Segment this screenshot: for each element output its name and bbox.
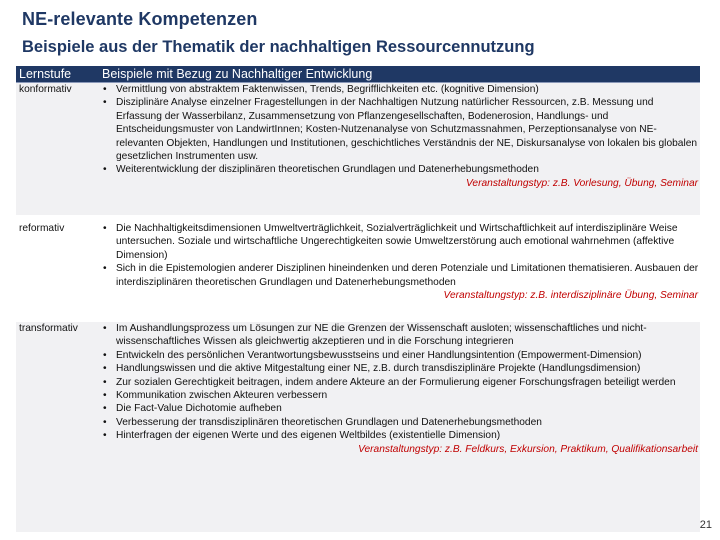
table-header bbox=[16, 66, 700, 83]
list-item: • Sich in die Epistemologien anderer Disziplinen hineindenken und deren Potenziale und Limitationen thematisieren. Ausbauen der interdisziplinären theoretischen Grundlagen und Datenerhebungsmethoden bbox=[100, 262, 700, 289]
list-item: • Disziplinäre Analyse einzelner Fragestellungen in der Nachhaltigen Nutzung natürlicher Ressourcen, z.B. Messung und Erfassung der Wasserbilanz, Zusammensetzung von Pflanzengesellschaften, Bodenerosion, Handlungs- und Entscheidungsmuster von LandwirtInnen; Kosten-Nutzenanalyse von Schutzmassnahmen, Perzeptionsanalyse von NE-relevanten Objekten, Handlungen und Institutionen, geschichtliches Verständnis der NE, Diskursanalyse von lokalen bis globalen gesetzlichen Instrumenten usw. bbox=[100, 96, 700, 163]
row-level: reformativ bbox=[19, 223, 65, 234]
list-item: • Hinterfragen der eigenen Werte und des eigenen Weltbildes (existentielle Dimension) bbox=[100, 429, 700, 442]
page-subtitle: Beispiele aus der Thematik der nachhaltigen Ressourcennutzung bbox=[22, 38, 535, 56]
table-row-transformativ bbox=[16, 322, 700, 532]
list-item: • Die Nachhaltigkeitsdimensionen Umweltverträglichkeit, Sozialverträglichkeit und Wirtschaftlichkeit auf interdisziplinäre Weise untersuchen. Soziale und wirtschaftliche Ungerechtigkeiten sowie Umweltzerstörung auch emotional wahrnehmen (affektive Dimension) bbox=[100, 222, 700, 262]
list-item: • Entwickeln des persönlichen Verantwortungsbewusstseins und einer Handlungsintention (Empowerment-Dimension) bbox=[100, 349, 700, 362]
course-type: Veranstaltungstyp: z.B. Feldkurs, Exkursion, Praktikum, Qualifikationsarbeit bbox=[358, 443, 698, 455]
list-item: • Kommunikation zwischen Akteuren verbessern bbox=[100, 389, 700, 402]
list-item: • Weiterentwicklung der disziplinären theoretischen Grundlagen und Datenerhebungsmethoden bbox=[100, 163, 700, 176]
page-number: 21 bbox=[699, 519, 712, 531]
page-title: NE-relevante Kompetenzen bbox=[22, 9, 258, 29]
column-header-level: Lernstufe bbox=[19, 67, 72, 81]
list-item: • Vermittlung von abstraktem Faktenwissen, Trends, Begrifflichkeiten etc. (kognitive Dimension) bbox=[100, 83, 700, 96]
list-item: • Die Fact-Value Dichotomie aufheben bbox=[100, 402, 700, 415]
row-level: konformativ bbox=[19, 84, 72, 95]
row-content bbox=[100, 83, 700, 215]
row-level: transformativ bbox=[19, 323, 78, 334]
competence-table bbox=[16, 66, 700, 455]
table-row-reformativ bbox=[16, 222, 700, 318]
row-content bbox=[100, 322, 700, 532]
table-row-konformativ bbox=[16, 83, 700, 215]
list-item: • Verbesserung der transdisziplinären theoretischen Grundlagen und Datenerhebungsmethoden bbox=[100, 416, 700, 429]
course-type: Veranstaltungstyp: z.B. Vorlesung, Übung, Seminar bbox=[466, 177, 698, 189]
list-item: • Handlungswissen und die aktive Mitgestaltung einer NE, z.B. durch transdisziplinäre Projekte (Handlungsdimension) bbox=[100, 362, 700, 375]
course-type: Veranstaltungstyp: z.B. interdisziplinäre Übung, Seminar bbox=[443, 290, 698, 302]
row-content bbox=[100, 222, 700, 318]
column-header-examples: Beispiele mit Bezug zu Nachhaltiger Entwicklung bbox=[102, 67, 373, 81]
list-item: • Im Aushandlungsprozess um Lösungen zur NE die Grenzen der Wissenschaft ausloten; wissenschaftliches und nicht-wissenschaftliches Wissen als gleichwertig akzeptieren und in die Forschung integrieren bbox=[100, 322, 700, 349]
list-item: • Zur sozialen Gerechtigkeit beitragen, indem andere Akteure an der Formulierung eigener Forschungsfragen beteiligt werden bbox=[100, 376, 700, 389]
